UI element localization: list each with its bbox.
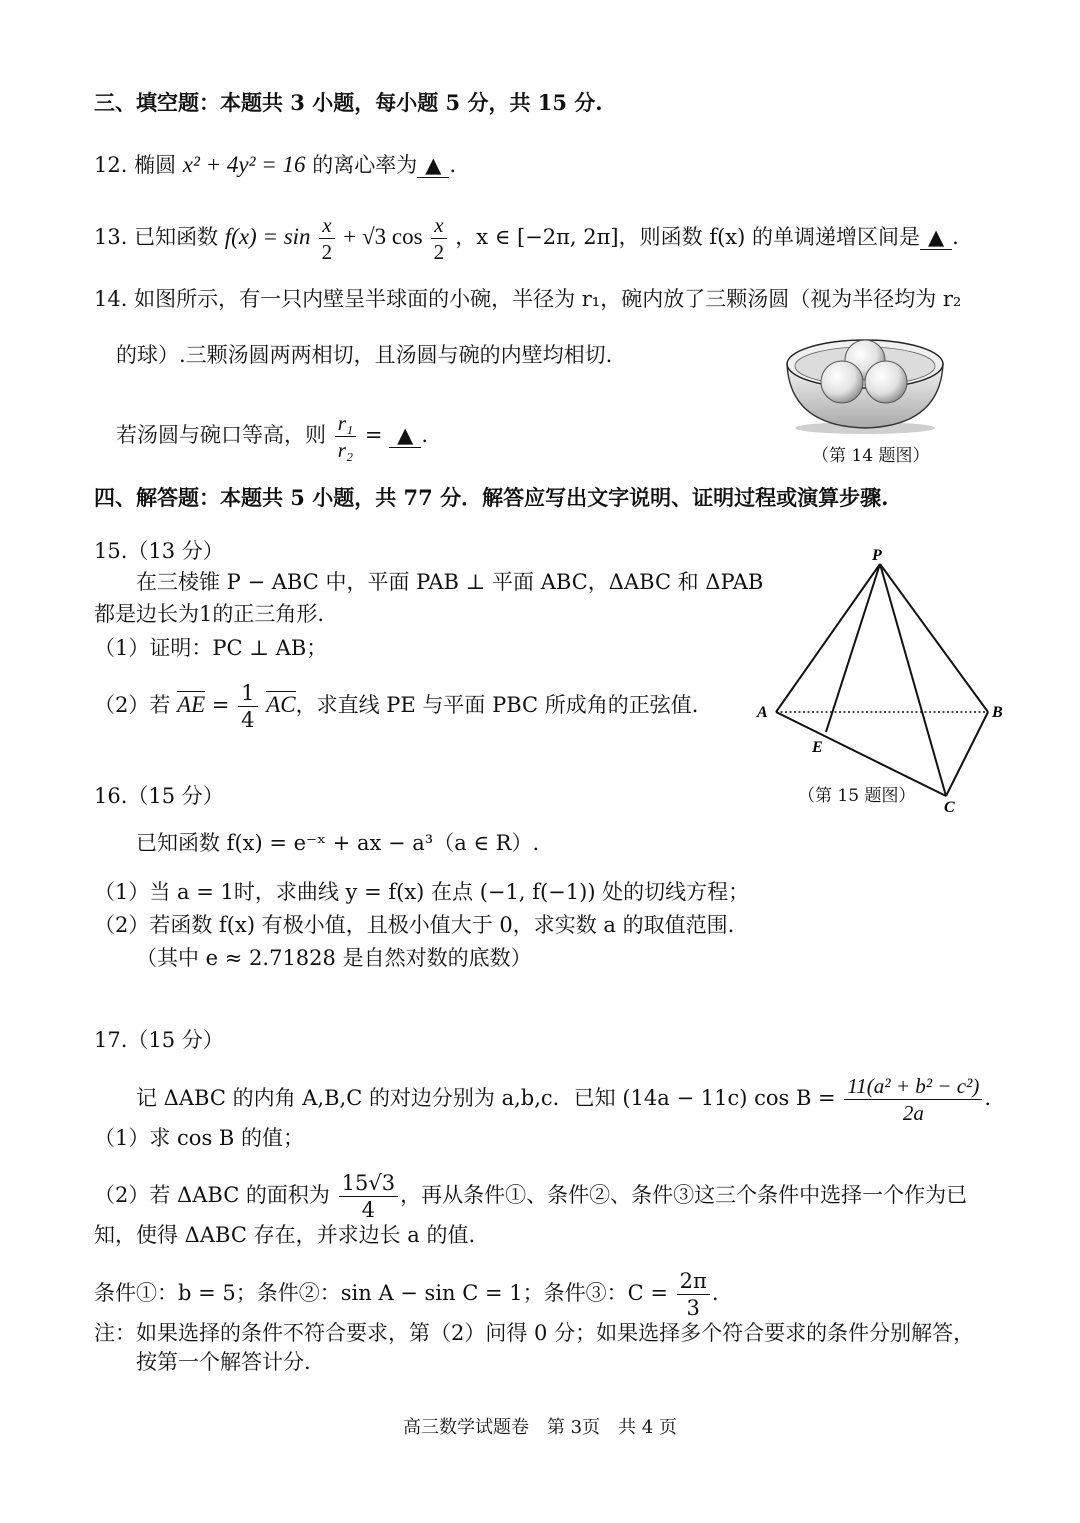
q15-header: 15.（13 分） <box>94 539 224 563</box>
q14-number: 14. <box>94 287 128 311</box>
q17-cond3-fraction: $\frac{2\pi}{3}$ <box>677 1268 710 1321</box>
label-E: E <box>812 739 823 756</box>
q12-answer-blank: ▲ <box>417 153 449 178</box>
q16-note: （其中 e ≈ 2.71828 是自然对数的底数） <box>136 946 532 970</box>
q12-end: . <box>449 153 457 177</box>
q15-part2-pre: （2）若 <box>94 693 171 717</box>
q16-part2: （2）若函数 f(x) 有极小值，且极小值大于 0，求实数 a 的取值范围. <box>94 913 735 937</box>
q15-part2-post: ，求直线 PE 与平面 PBC 所成角的正弦值. <box>295 693 699 717</box>
edge-PB <box>880 564 988 712</box>
q13-end: . <box>952 225 959 249</box>
q15-part2 <box>94 680 698 733</box>
section3-heading: 三、填空题：本题共 3 小题，每小题 5 分，共 15 分. <box>94 90 603 115</box>
q15-line2: 都是边长为1的正三角形. <box>94 602 325 626</box>
q16-line1: 已知函数 f(x) = e⁻ˣ + ax − a³（a ∈ R）. <box>136 831 540 855</box>
q15-line1: 在三棱锥 P − ABC 中，平面 PAB ⊥ 平面 ABC，ΔABC 和 ΔPAB <box>136 570 764 594</box>
q12-post: 的离心率为 <box>312 153 418 177</box>
question-12 <box>94 150 456 180</box>
q17-area-fraction: $\frac{15√3}{4}$ <box>339 1170 398 1223</box>
q14-end: . <box>421 423 428 447</box>
q14-ratio: $\frac{\text{r₁}}{\text{r₂}}$ <box>335 410 356 463</box>
q13-post: ，则函数 f(x) 的单调递增区间是 <box>618 225 920 249</box>
edge-PC <box>880 564 946 796</box>
q14-text-3: 若汤圆与碗口等高，则 <box>116 423 326 447</box>
q16-part1: （1）当 a = 1时，求曲线 y = f(x) 在点 (−1, f(−1)) 处的切线方程； <box>94 880 750 904</box>
q17-conditions-end: . <box>711 1281 719 1305</box>
edge-PA <box>776 564 880 712</box>
question-14-line2: 的球）.三颗汤圆两两相切，且汤圆与碗的内壁均相切. <box>116 343 613 367</box>
q14-equals: = <box>364 423 383 447</box>
q17-line1-pre: 记 ΔABC 的内角 A,B,C 的对边分别为 a,b,c．已知 (14a − 11c) cos B = <box>136 1086 836 1110</box>
q13-fraction-1: $\frac{x}{2}$ <box>319 212 334 265</box>
q17-part2-post: ，再从条件①、条件②、条件③这三个条件中选择一个作为已 <box>400 1183 968 1207</box>
q17-note-1: 注：如果选择的条件不符合要求，第（2）问得 0 分；如果选择多个符合要求的条件分别解答， <box>94 1321 975 1345</box>
q17-note-2: 按第一个解答计分. <box>136 1350 311 1374</box>
edge-BC <box>946 712 988 796</box>
question-14-line3 <box>116 410 428 463</box>
q13-number: 13. <box>94 225 128 249</box>
q17-header: 17.（15 分） <box>94 1028 224 1052</box>
q12-equation: x² + 4y² = 16 <box>182 152 306 177</box>
label-B: B <box>992 704 1003 721</box>
label-C: C <box>944 799 955 816</box>
edge-PE <box>826 564 880 732</box>
q13-pre: 已知函数 <box>134 225 219 249</box>
q13-answer-blank: ▲ <box>920 225 952 250</box>
q12-number: 12. <box>94 153 128 177</box>
tangyuan-ball-right <box>865 361 907 403</box>
q15-figure-caption: （第 15 题图） <box>798 786 916 806</box>
q17-equation-fraction: $\frac{\text{11(a² + b² − c²)}}{2a}$ <box>844 1073 982 1126</box>
q13-function: f(x) = sin <box>224 224 311 249</box>
section4-heading: 四、解答题：本题共 5 小题，共 77 分．解答应写出文字说明、证明过程或演算步骤. <box>94 485 889 510</box>
q15-part1: （1）证明：PC ⊥ AB； <box>94 636 328 660</box>
q13-mid: + √3 cos <box>343 224 423 249</box>
bowl-figure <box>770 328 960 438</box>
q17-line1 <box>136 1073 991 1126</box>
question-13 <box>94 212 959 265</box>
q12-pre: 椭圆 <box>134 153 177 177</box>
q14-figure-caption: （第 14 题图） <box>812 446 930 466</box>
label-A: A <box>757 704 768 721</box>
q16-header: 16.（15 分） <box>94 784 224 808</box>
vector-AE: AE <box>177 692 206 717</box>
q17-part1: （1）求 cos B 的值； <box>94 1126 304 1150</box>
q14-text-1: 如图所示，有一只内壁呈半球面的小碗，半径为 r₁，碗内放了三颗汤圆（视为半径均为 r₂ <box>134 287 962 311</box>
q17-part2 <box>94 1170 967 1223</box>
q13-domain: ，x ∈ [−2π, 2π] <box>455 225 619 249</box>
q17-part2-pre: （2）若 ΔABC 的面积为 <box>94 1183 330 1207</box>
q15-part2-eq: = <box>211 693 230 717</box>
page-footer: 高三数学试题卷 第 3页 共 4 页 <box>402 1417 678 1438</box>
q17-line1-end: . <box>984 1086 992 1110</box>
label-P: P <box>872 547 882 564</box>
tangyuan-ball-left <box>821 361 863 403</box>
q14-answer-blank: ▲ <box>389 423 421 448</box>
tetrahedron-figure <box>752 540 1042 820</box>
question-14-line1 <box>94 284 961 314</box>
q17-conditions <box>94 1268 719 1321</box>
q13-fraction-2: $\frac{x}{2}$ <box>431 212 446 265</box>
q17-conditions-pre: 条件①：b = 5；条件②：sin A − sin C = 1；条件③：C = <box>94 1281 668 1305</box>
vector-AC: AC <box>266 692 296 717</box>
q17-known-line: 知，使得 ΔABC 存在，并求边长 a 的值. <box>94 1223 476 1247</box>
q15-part2-fraction: $\frac{1}{4}$ <box>238 680 257 733</box>
